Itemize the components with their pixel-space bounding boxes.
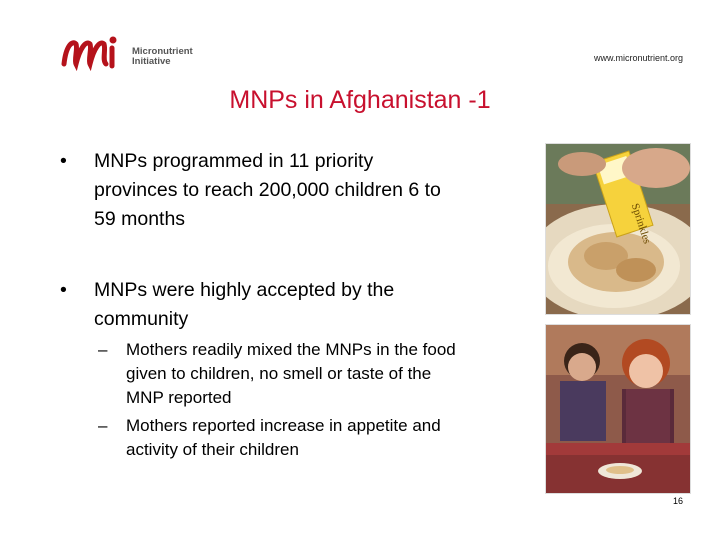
bullet-line: community [94, 308, 189, 330]
bullet-line: MNPs programmed in 11 priority [94, 150, 374, 172]
bullet-marker: • [60, 150, 67, 172]
mi-logo-mark-icon [60, 34, 130, 74]
sub-bullet-line: activity of their children [126, 440, 299, 459]
bullet-marker: • [60, 279, 67, 301]
bullet-text [94, 276, 394, 334]
sub-bullet-marker: – [98, 416, 108, 435]
sub-bullet-line: MNP reported [126, 388, 232, 407]
sub-bullet-line: Mothers readily mixed the MNPs in the food [126, 340, 456, 359]
slide-title: MNPs in Afghanistan -1 [229, 86, 491, 114]
sub-bullet-line: Mothers reported increase in appetite and [126, 416, 441, 435]
website-url: www.micronutrient.org [593, 53, 683, 63]
bullet-line: MNPs were highly accepted by the [94, 279, 395, 301]
micronutrient-initiative-logo [60, 34, 210, 74]
sub-bullet-text [126, 414, 526, 462]
page-number: 16 [672, 496, 683, 506]
sachet-label: Sprinkles [628, 202, 654, 246]
logo-wordmark: Micronutrient Initiative [132, 46, 193, 67]
sub-bullet-text [126, 338, 526, 410]
sub-bullet-marker: – [98, 340, 108, 359]
bullet-line: 59 months [94, 208, 186, 230]
photo-children-eating [545, 324, 691, 494]
bullet-line: provinces to reach 200,000 children 6 to [94, 179, 441, 201]
sub-bullet-line: given to children, no smell or taste of the [126, 364, 432, 383]
bullet-text [94, 147, 441, 234]
photo-sprinkles-on-rice [545, 143, 691, 315]
